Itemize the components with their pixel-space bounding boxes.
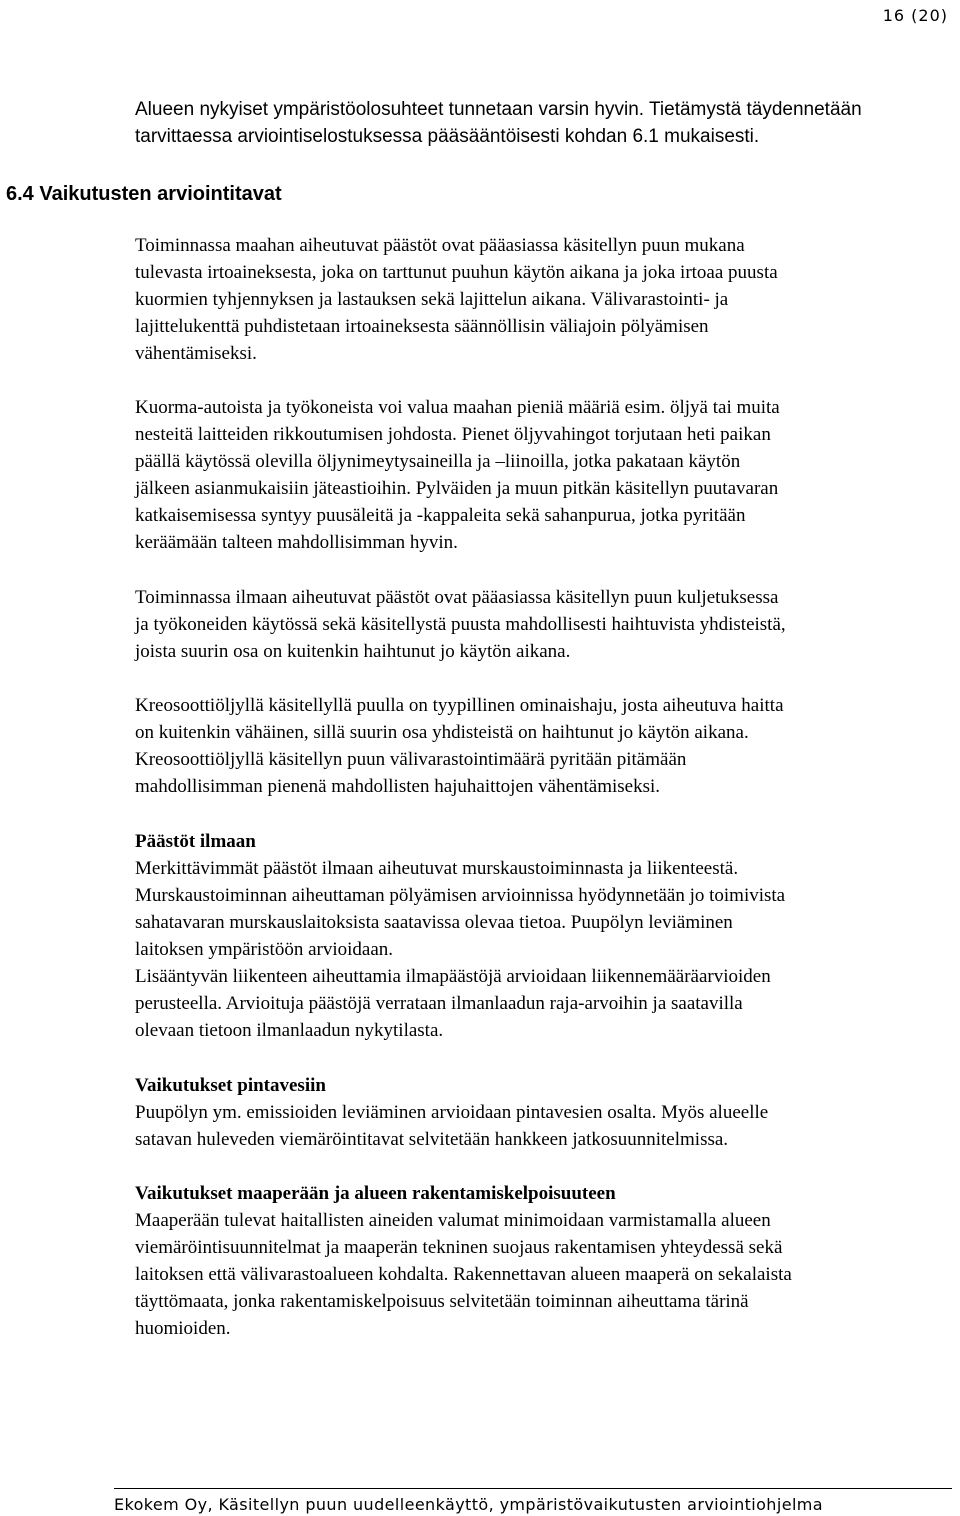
subsection-title: Vaikutukset maaperään ja alueen rakentamiskelpoisuuteen (135, 1183, 616, 1204)
text-line: keräämään talteen mahdollisimman hyvin. (135, 532, 458, 553)
subsection-pintavesiin (135, 1072, 955, 1153)
text-line: sahatavaran murskauslaitoksista saatavissa olevaa tietoa. Puupölyn leviäminen (135, 912, 733, 933)
text-line: tarvittaessa arviointiselostuksessa pääsääntöisesti kohdan 6.1 mukaisesti. (135, 126, 760, 147)
text-line: satavan huleveden viemäröintitavat selvitetään hankkeen jatkosuunnitelmissa. (135, 1129, 729, 1150)
text-line: lajittelukenttä puhdistetaan irtoaineksesta säännöllisin väliajoin pölyämisen (135, 316, 709, 337)
text-line: ja työkoneiden käytössä sekä käsitellystä puusta mahdollisesti haihtuvista yhdisteistä, (135, 614, 786, 635)
text-line: Toiminnassa ilmaan aiheutuvat päästöt ovat pääasiassa käsitellyn puun kuljetuksessa (135, 587, 779, 608)
paragraph-ilmaan (135, 584, 955, 665)
footer-text: Ekokem Oy, Käsitellyn puun uudelleenkäyttö, ympäristövaikutusten arviointiohjelma (114, 1495, 823, 1514)
text-line: Merkittävimmät päästöt ilmaan aiheutuvat murskaustoiminnasta ja liikenteestä. (135, 858, 739, 879)
text-line: joista suurin osa on kuitenkin haihtunut jo käytön aikana. (135, 641, 571, 662)
text-line: Toiminnassa maahan aiheutuvat päästöt ovat pääasiassa käsitellyn puun mukana (135, 235, 745, 256)
text-line: viemäröintisuunnitelmat ja maaperän tekninen suojaus rakentamisen yhteydessä sekä (135, 1237, 783, 1258)
text-line: laitoksen ympäristöön arvioidaan. (135, 939, 394, 960)
text-line: on kuitenkin vähäinen, sillä suurin osa yhdisteistä on haihtunut jo käytön aikana. (135, 722, 749, 743)
subsection-title: Vaikutukset pintavesiin (135, 1075, 326, 1096)
paragraph-kuorma-autoista (135, 394, 955, 556)
subsection-title: Päästöt ilmaan (135, 831, 256, 852)
text-line: päällä käytössä olevilla öljynimeytysaineilla ja –liinoilla, jotka pakataan käytön (135, 451, 741, 472)
intro-paragraph (135, 96, 955, 150)
paragraph-kreosootti (135, 692, 955, 800)
text-line: perusteella. Arvioituja päästöjä verrataan ilmanlaadun raja-arvoihin ja saatavilla (135, 993, 743, 1014)
text-line: Murskaustoiminnan aiheuttaman pölyämisen arvioinnissa hyödynnetään jo toimivista (135, 885, 786, 906)
text-line: Lisääntyvän liikenteen aiheuttamia ilmapäästöjä arvioidaan liikennemääräarvioiden (135, 966, 771, 987)
paragraph-maahan (135, 232, 955, 367)
text-line: mahdollisimman pienenä mahdollisten hajuhaittojen vähentämiseksi. (135, 776, 661, 797)
text-line: tulevasta irtoaineksesta, joka on tarttunut puuhun käytön aikana ja joka irtoaa puusta (135, 262, 778, 283)
text-line: kuormien tyhjennyksen ja lastauksen sekä lajittelun aikana. Välivarastointi- ja (135, 289, 729, 310)
text-line: huomioiden. (135, 1318, 231, 1339)
text-line: Alueen nykyiset ympäristöolosuhteet tunnetaan varsin hyvin. Tietämystä täydennetään (135, 99, 862, 120)
subsection-maaperaan (135, 1180, 955, 1342)
text-line: nesteitä laitteiden rikkoutumisen johdosta. Pienet öljyvahingot torjutaan heti paikan (135, 424, 771, 445)
text-line: laitoksen että välivarastoalueen kohdalta. Rakennettavan alueen maaperä on sekalaista (135, 1264, 792, 1285)
text-line: Kuorma-autoista ja työkoneista voi valua maahan pieniä määriä esim. öljyä tai muita (135, 397, 780, 418)
text-line: vähentämiseksi. (135, 343, 257, 364)
footer-divider (114, 1488, 952, 1489)
text-line: täyttömaata, jonka rakentamiskelpoisuus selvitetään toiminnan aiheuttama tärinä (135, 1291, 749, 1312)
text-line: olevaan tietoon ilmanlaadun nykytilasta. (135, 1020, 444, 1041)
text-line: jälkeen asianmukaisiin jäteastioihin. Pylväiden ja muun pitkän käsitellyn puutavaran (135, 478, 779, 499)
text-line: katkaisemisessa syntyy puusäleitä ja -kappaleita sekä sahanpurua, jotka pyritään (135, 505, 746, 526)
text-line: Puupölyn ym. emissioiden leviäminen arvioidaan pintavesien osalta. Myös alueelle (135, 1102, 769, 1123)
page-number: 16 (20) (882, 6, 948, 25)
text-line: Kreosoottiöljyllä käsitellyllä puulla on tyypillinen ominaishaju, josta aiheutuva haitta (135, 695, 784, 716)
text-line: Kreosoottiöljyllä käsitellyn puun välivarastointimäärä pyritään pitämään (135, 749, 687, 770)
section-heading: 6.4 Vaikutusten arviointitavat (6, 183, 282, 205)
subsection-paastot-ilmaan (135, 828, 955, 1044)
text-line: Maaperään tulevat haitallisten aineiden valumat minimoidaan varmistamalla alueen (135, 1210, 771, 1231)
